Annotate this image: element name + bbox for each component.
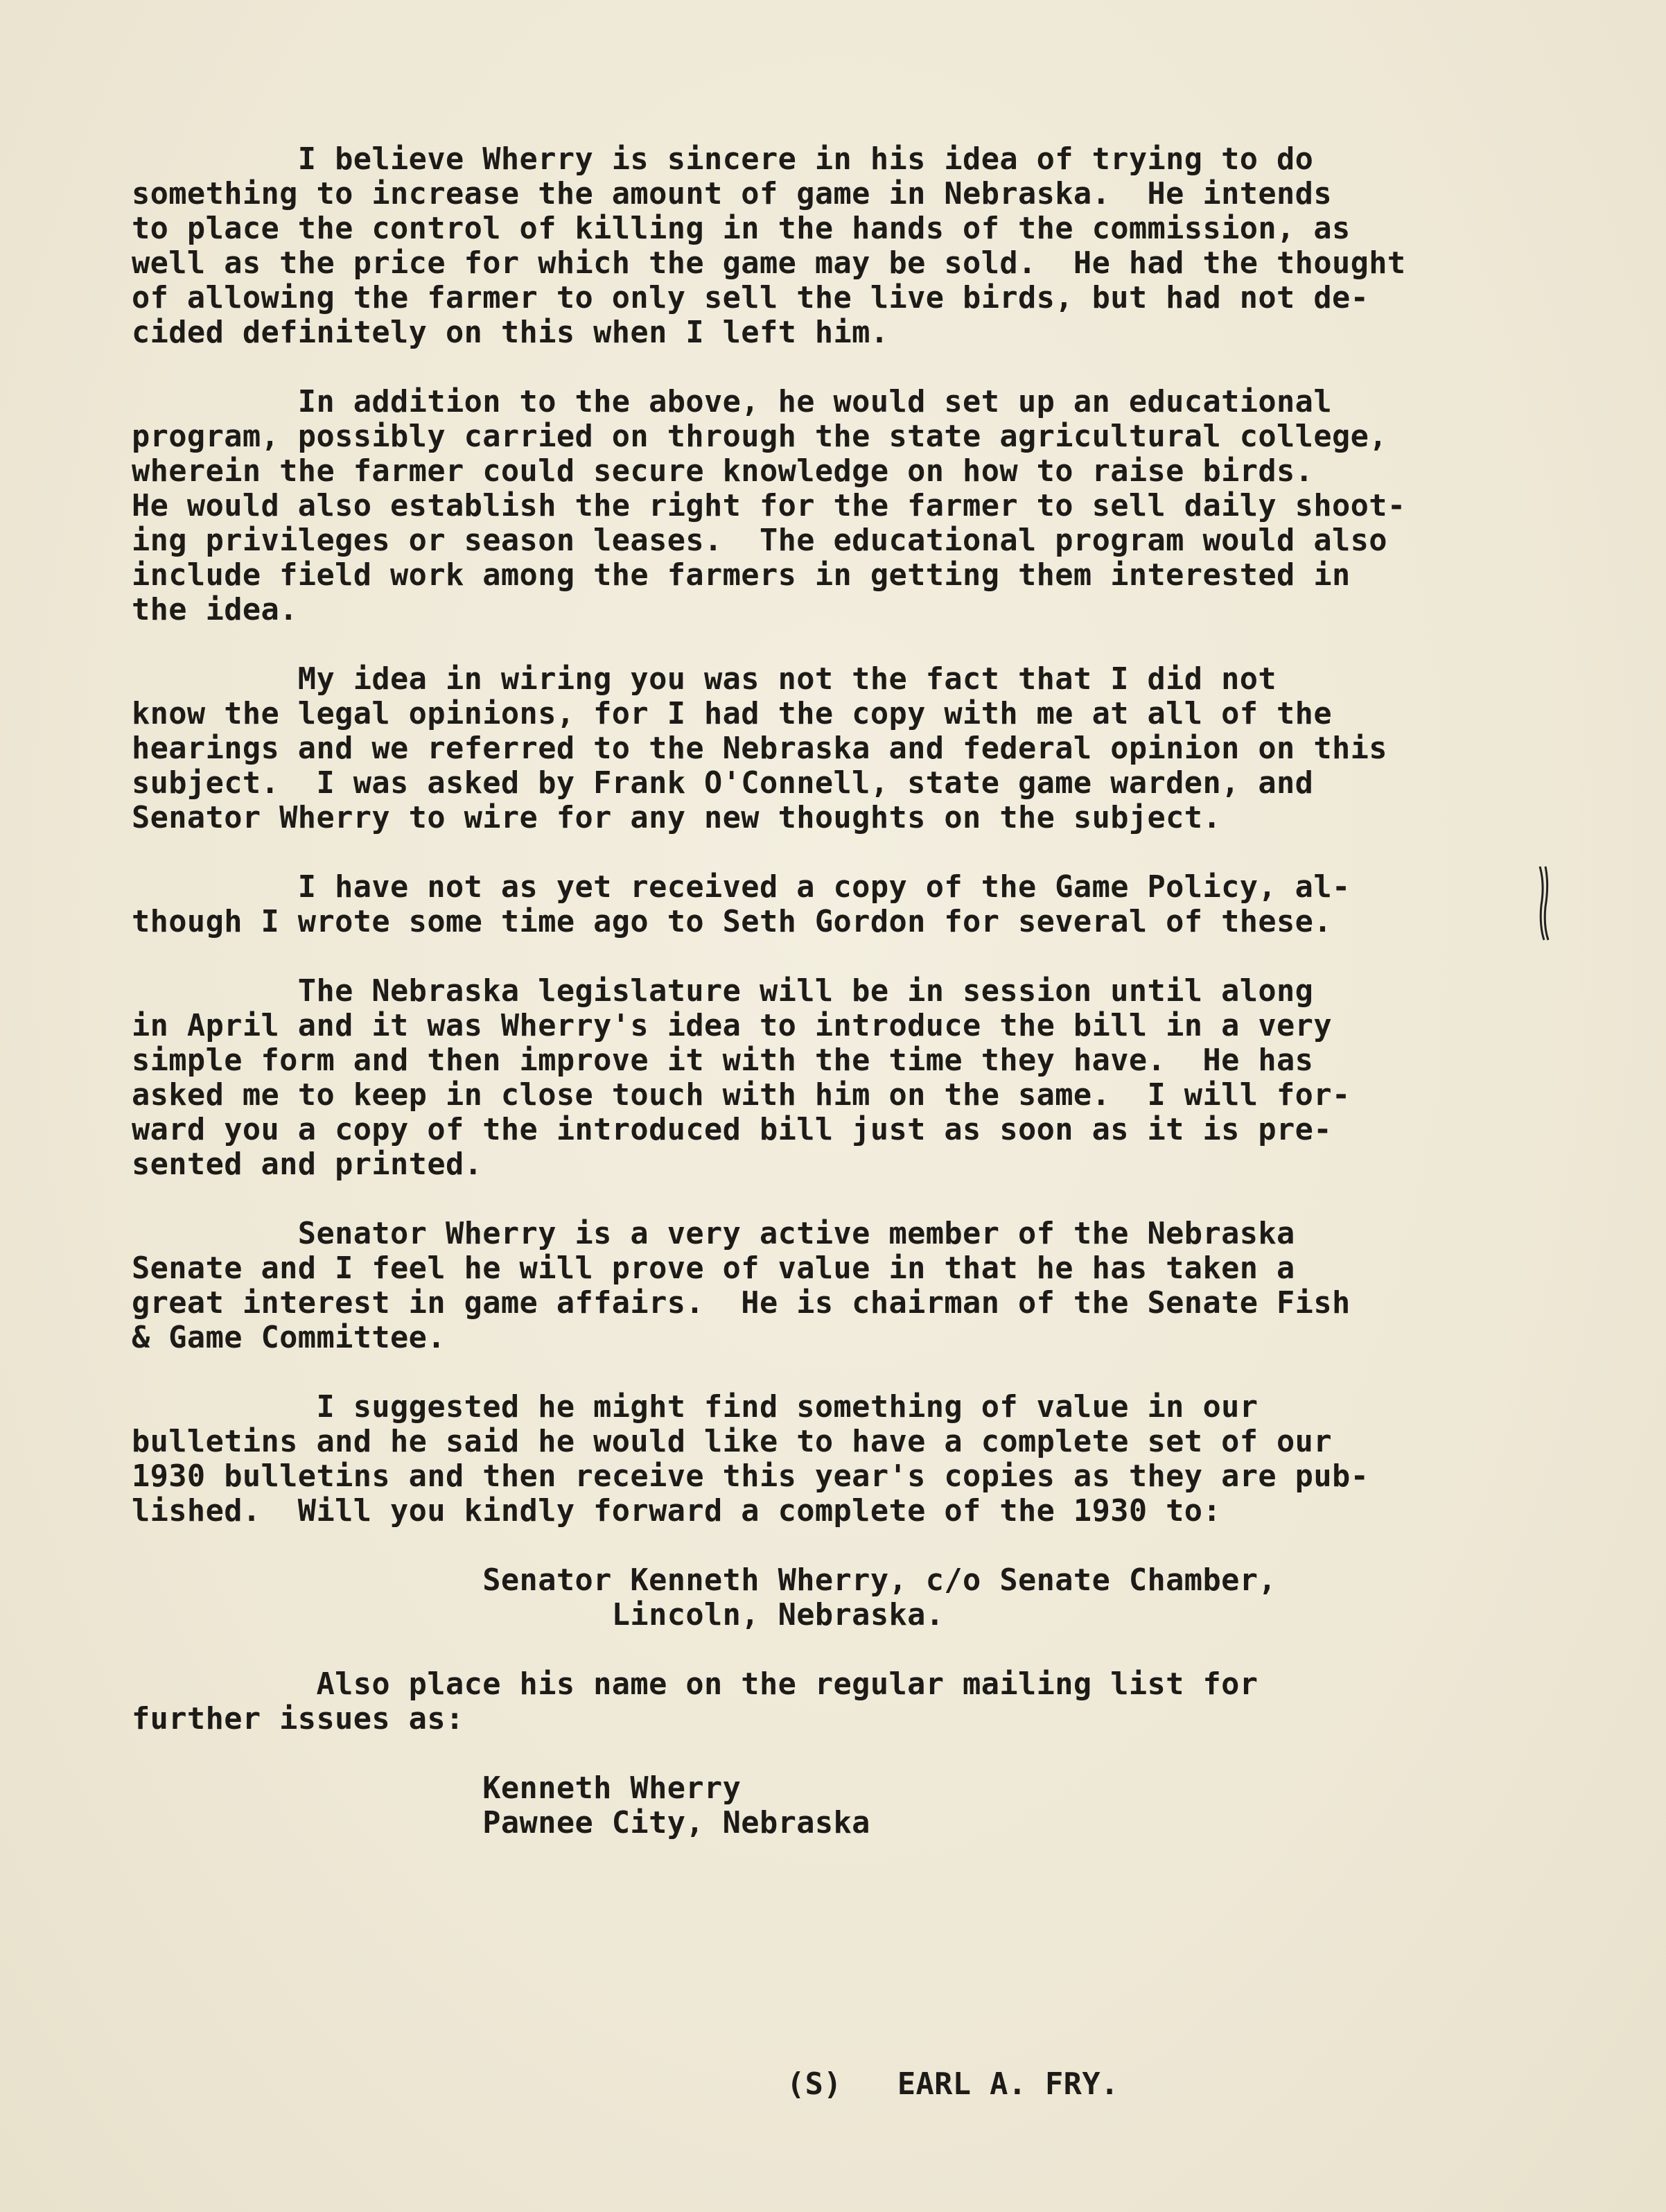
text-line: sented and printed. — [132, 1147, 483, 1182]
text-line: subject. I was asked by Frank O'Connell, state game warden, and — [132, 766, 1314, 801]
text-line: in April and it was Wherry's idea to introduce the bill in a very — [132, 1009, 1332, 1043]
text-line: lished. Will you kindly forward a complete of the 1930 to: — [132, 1494, 1222, 1529]
text-line: ing privileges or season leases. The educational program would also — [132, 523, 1387, 558]
paragraph-4 — [132, 870, 1594, 939]
text-line: 1930 bulletins and then receive this year's copies as they are pub- — [132, 1459, 1369, 1494]
text-line: asked me to keep in close touch with him on the same. I will for- — [132, 1078, 1351, 1113]
address-line: Senator Kenneth Wherry, c/o Senate Chamber, — [132, 1563, 1277, 1598]
text-line: to place the control of killing in the hands of the commission, as — [132, 211, 1351, 246]
text-line: the idea. — [132, 593, 298, 627]
text-line: something to increase the amount of game in Nebraska. He intends — [132, 177, 1332, 211]
text-line: Senate and I feel he will prove of value in that he has taken a — [132, 1251, 1295, 1286]
text-line: hearings and we referred to the Nebraska and federal opinion on this — [132, 731, 1387, 766]
paragraph-3 — [132, 662, 1594, 835]
text-line: My idea in wiring you was not the fact that I did not — [132, 662, 1277, 697]
paragraph-7 — [132, 1390, 1594, 1529]
text-line: The Nebraska legislature will be in session until along — [132, 974, 1314, 1009]
paragraph-mailing-list — [132, 1667, 1594, 1736]
text-line: In addition to the above, he would set up an educational — [132, 385, 1332, 419]
text-line: great interest in game affairs. He is chairman of the Senate Fish — [132, 1286, 1351, 1321]
text-line: though I wrote some time ago to Seth Gordon for several of these. — [132, 905, 1332, 939]
text-line: bulletins and he said he would like to have a complete set of our — [132, 1425, 1332, 1459]
text-line: ward you a copy of the introduced bill just as soon as it is pre- — [132, 1113, 1332, 1147]
address-line: Pawnee City, Nebraska — [132, 1806, 870, 1840]
text-line: further issues as: — [132, 1702, 464, 1736]
letter-body — [132, 142, 1594, 1875]
text-line: I suggested he might find something of value in our — [132, 1390, 1259, 1425]
text-line: Senator Wherry is a very active member of the Nebraska — [132, 1217, 1295, 1251]
address-line: Lincoln, Nebraska. — [132, 1598, 945, 1632]
margin-bracket-mark — [1537, 865, 1551, 941]
signature-line: (S) EARL A. FRY. — [787, 2067, 1119, 2102]
text-line: Senator Wherry to wire for any new thoughts on the subject. — [132, 801, 1222, 835]
text-line: include field work among the farmers in getting them interested in — [132, 558, 1351, 593]
senate-address — [132, 1563, 1594, 1632]
text-line: well as the price for which the game may be sold. He had the thought — [132, 246, 1406, 281]
text-line: I believe Wherry is sincere in his idea of trying to do — [132, 142, 1314, 177]
address-line: Kenneth Wherry — [132, 1771, 742, 1806]
text-line: program, possibly carried on through the state agricultural college, — [132, 419, 1387, 454]
paragraph-6 — [132, 1217, 1594, 1355]
home-address — [132, 1771, 1594, 1840]
text-line: of allowing the farmer to only sell the live birds, but had not de- — [132, 281, 1369, 315]
paragraph-5 — [132, 974, 1594, 1182]
text-line: Also place his name on the regular mailing list for — [132, 1667, 1259, 1702]
paragraph-1 — [132, 142, 1594, 350]
text-line: simple form and then improve it with the time they have. He has — [132, 1043, 1314, 1078]
text-line: cided definitely on this when I left him. — [132, 315, 889, 350]
text-line: & Game Committee. — [132, 1321, 446, 1355]
text-line: I have not as yet received a copy of the Game Policy, al- — [132, 870, 1351, 905]
text-line: He would also establish the right for the farmer to sell daily shoot- — [132, 489, 1406, 523]
paragraph-2 — [132, 385, 1594, 627]
text-line: wherein the farmer could secure knowledge on how to raise birds. — [132, 454, 1314, 489]
text-line: know the legal opinions, for I had the copy with me at all of the — [132, 697, 1332, 731]
